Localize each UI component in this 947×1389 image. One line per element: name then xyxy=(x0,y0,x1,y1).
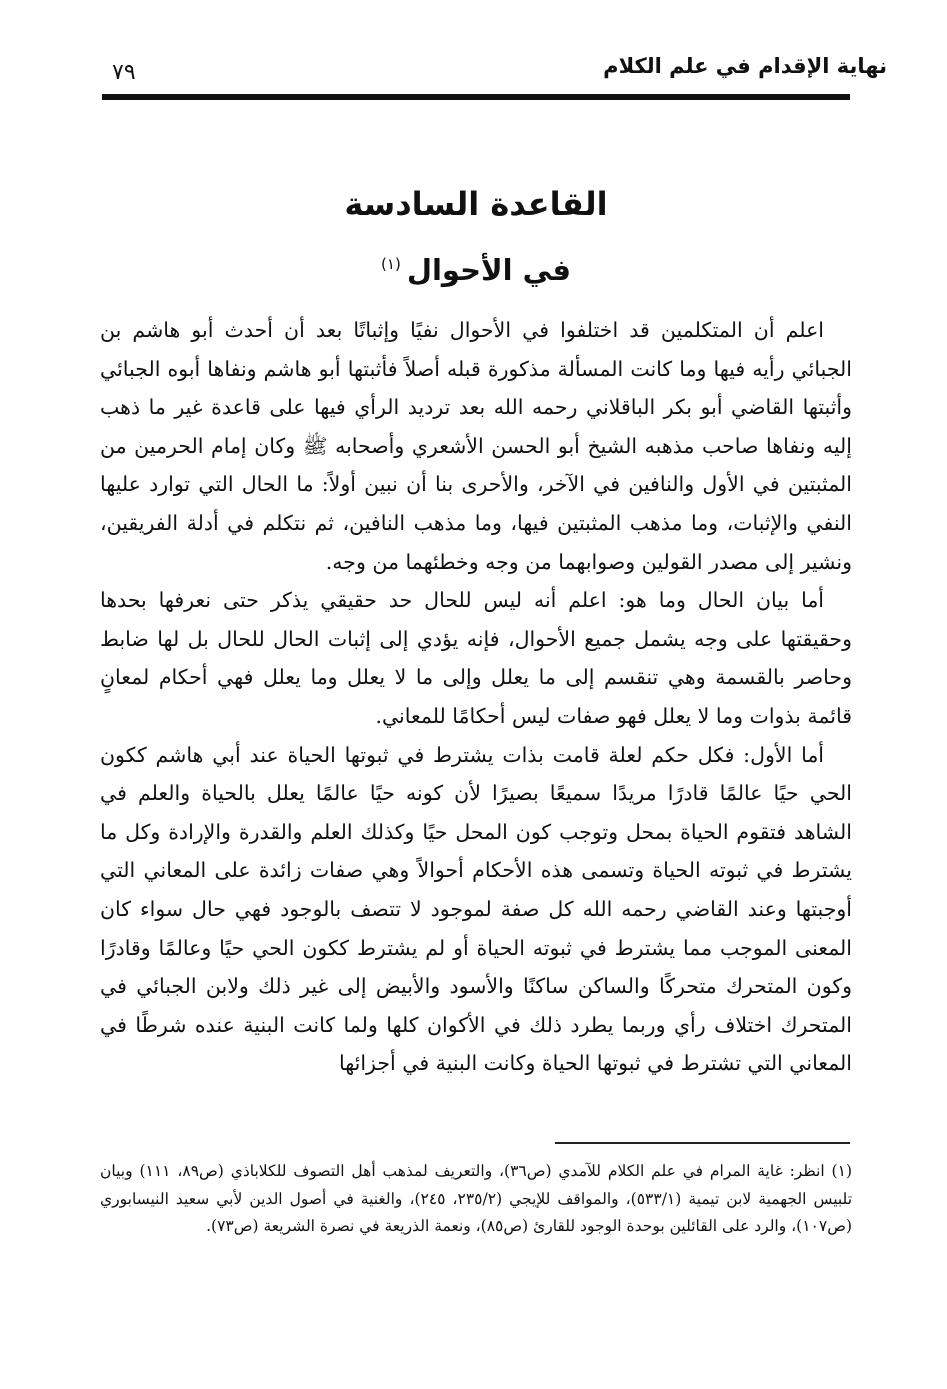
chapter-subtitle xyxy=(102,253,850,287)
footnote-text: (١) انظر: غاية المرام في علم الكلام للآمدي (ص٣٦)، والتعريف لمذهب أهل التصوف للكلاباذي (ص٨٩، ١١١) وبيان تلبيس الجهمية لابن تيمية (٥٣٣/١)، والمواقف للإيجي (٢٣٥/٢، ٢٤٥)، والغنية في أصول الدين لأبي سعيد النيسابوري (ص١٠٧)، والرد على القائلين بوحدة الوجود للقارئ (ص٨٥)، ونعمة الذريعة في نصرة الشريعة (ص٧٣). xyxy=(100,1162,853,1235)
chapter-title: القاعدة السادسة xyxy=(344,185,608,223)
footnote-divider xyxy=(555,1142,850,1144)
paragraph: أما الأول: فكل حكم لعلة قامت بذات يشترط في ثبوتها الحياة عند أبي هاشم ككون الحي حيًا عالمًا قادرًا مريدًا سميعًا بصيرًا لأن كونه حيًا عالمًا يعلل بالحياة والعلم في الشاهد فتقوم الحياة بمحل وتوجب كون المحل حيًا وكذلك العلم والقدرة والإرادة وكل ما يشترط في ثبوته الحياة وتسمى هذه الأحكام أحوالاً وهي صفات زائدة على المعاني التي أوجبتها وعند القاضي رحمه الله كل صفة لموجود لا تتصف بالوجود فهي حال سواء كان المعنى الموجب مما يشترط في ثبوته الحياة أو لم يشترط ككون الحي حيًا وعالمًا وقادرًا وكون المتحرك متحركًا والساكن ساكنًا والأسود والأبيض إلى غير ذلك ولابن الجبائي في المتحرك اختلاف رأي وربما يطرد ذلك في الأكوان كلها ولما كانت البنية عنده شرطًا في المعاني التي تشترط في ثبوتها الحياة وكانت البنية في أجزائها xyxy=(100,742,852,1076)
footnote-reference[interactable]: (١) xyxy=(381,255,401,274)
paragraph: أما بيان الحال وما هو: اعلم أنه ليس للحال حد حقيقي يذكر حتى نعرفها بحدها وحقيقتها على وجه يشمل جميع الأحوال، فإنه يؤدي إلى إثبات الحال للحال بل لها ضابط وحاصر بالقسمة وهي تنقسم إلى ما يعلل وإلى ما لا يعلل وما يعلل فهي أحكام لمعانٍ قائمة بذوات وما لا يعلل فهو صفات ليس أحكامًا للمعاني. xyxy=(100,588,852,728)
paragraph: اعلم أن المتكلمين قد اختلفوا في الأحوال نفيًا وإثباتًا بعد أن أحدث أبو هاشم بن الجبائي رأيه فيها وما كانت المسألة مذكورة قبله أصلاً فأثبتها أبو هاشم ونفاها أبوه الجبائي وأثبتها القاضي أبو بكر الباقلاني رحمه الله بعد ترديد الرأي فيها على قاعدة غير ما ذهب إليه ونفاها صاحب مذهبه الشيخ أبو الحسن الأشعري وأصحابه ﷺ وكان إمام الحرمين من المثبتين في الأول والنافين في الآخر، والأحرى بنا أن نبين أولاً: ما الحال التي توارد عليها النفي والإثبات، وما مذهب المثبتين فيها، وما مذهب النافين، ثم نتكلم في أدلة الفريقين، ونشير إلى مصدر القولين وصوابهما من وجه وخطئهما من وجه. xyxy=(100,318,852,574)
footnote xyxy=(100,1158,852,1241)
main-text xyxy=(100,311,852,1083)
running-title: نهاية الإقدام في علم الكلام xyxy=(603,54,887,78)
header-divider xyxy=(102,94,850,100)
chapter-subtitle-text: في الأحوال xyxy=(406,253,571,287)
page-number: ٧٩ xyxy=(112,60,136,85)
